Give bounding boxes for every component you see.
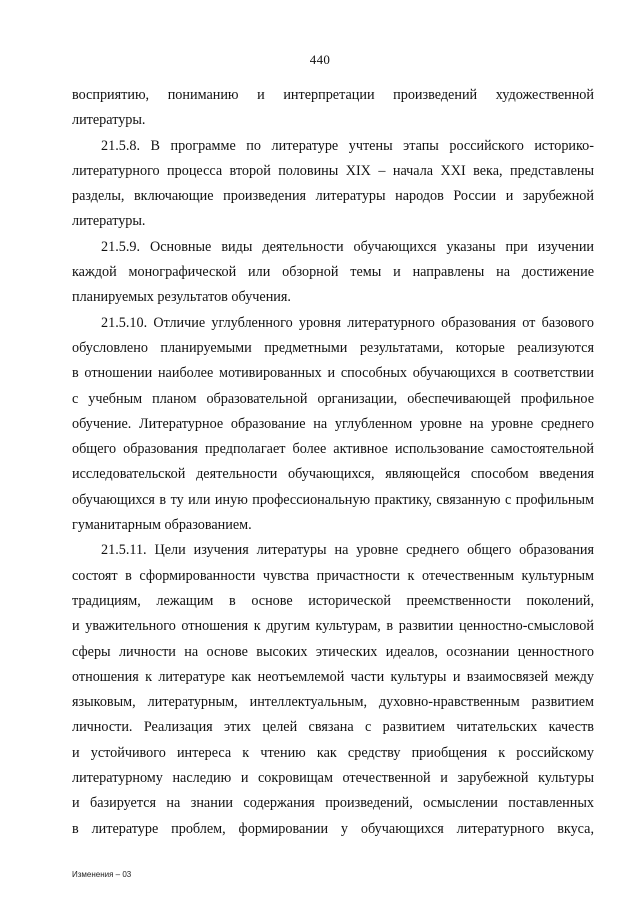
text-line: 21.5.9. Основные виды деятельности обучающихся указаны при изучении <box>101 238 594 255</box>
text-line: и уважительного отношения к другим культурам, в развитии ценностно-смысловой <box>72 618 594 635</box>
text-line: обучающихся в ту или иную профессиональную практику, связанную с профильным <box>72 491 594 508</box>
text-line: обусловлено планируемыми предметными результатами, которые реализуются <box>72 339 594 356</box>
page-number: 440 <box>309 52 331 67</box>
text-line: восприятию, пониманию и интерпретации произведений художественной <box>72 87 594 103</box>
text-line: литературы. <box>72 213 146 230</box>
text-line: гуманитарным образованием. <box>72 517 252 534</box>
body-text <box>72 83 594 842</box>
text-line: общего образования предполагает более активное использование самостоятельной <box>72 441 594 458</box>
text-line: литературного процесса второй половины XIX – начала XXI века, представлены <box>72 162 594 179</box>
text-line: в отношении наиболее мотивированных и способных обучающихся в соответствии <box>72 365 594 382</box>
text-line: сферы личности на основе высоких этических идеалов, осознании ценностного <box>72 643 594 660</box>
text-line: разделы, включающие произведения литературы народов России и зарубежной <box>72 188 594 205</box>
text-line: 21.5.11. Цели изучения литературы на уровне среднего общего образования <box>101 542 594 559</box>
text-line: традициям, лежащим в основе исторической преемственности поколений, <box>72 592 594 609</box>
paragraph-21-5-10 <box>72 311 594 539</box>
text-line: планируемых результатов обучения. <box>72 289 291 306</box>
paragraph-21-5-9 <box>72 235 594 311</box>
text-line: исследовательской деятельности обучающихся, являющейся способом введения <box>72 466 594 483</box>
text-line: с учебным планом образовательной организации, обеспечивающей профильное <box>72 390 594 407</box>
text-line: состоят в сформированности чувства причастности к отечественным культурным <box>72 567 594 584</box>
paragraph-21-5-11 <box>72 538 594 842</box>
text-line: каждой монографической или обзорной темы и направлены на достижение <box>72 264 594 281</box>
text-line: в литературе проблем, формировании у обучающихся литературного вкуса, <box>72 820 594 837</box>
text-line: литературы. <box>72 112 146 129</box>
text-line: 21.5.8. В программе по литературе учтены этапы российского историко- <box>101 137 594 154</box>
text-line: отношения к литературе как неотъемлемой части культуры и взаимосвязей между <box>72 668 594 685</box>
paragraph-continuation <box>72 83 594 134</box>
text-line: и устойчивого интереса к чтению как средству приобщения к российскому <box>72 744 594 761</box>
text-line: 21.5.10. Отличие углубленного уровня литературного образования от базового <box>101 314 594 331</box>
text-line: обучение. Литературное образование на углубленном уровне на уровне среднего <box>72 415 594 432</box>
text-line: и базируется на знании содержания произведений, осмыслении поставленных <box>72 795 594 812</box>
revision-footer: Изменения – 03 <box>72 870 132 879</box>
paragraph-21-5-8 <box>72 134 594 235</box>
text-line: литературному наследию и сокровищам отечественной и зарубежной культуры <box>72 770 594 787</box>
text-line: языковым, литературным, интеллектуальным, духовно-нравственным развитием <box>72 694 594 711</box>
text-line: личности. Реализация этих целей связана с развитием читательских качеств <box>72 719 594 736</box>
